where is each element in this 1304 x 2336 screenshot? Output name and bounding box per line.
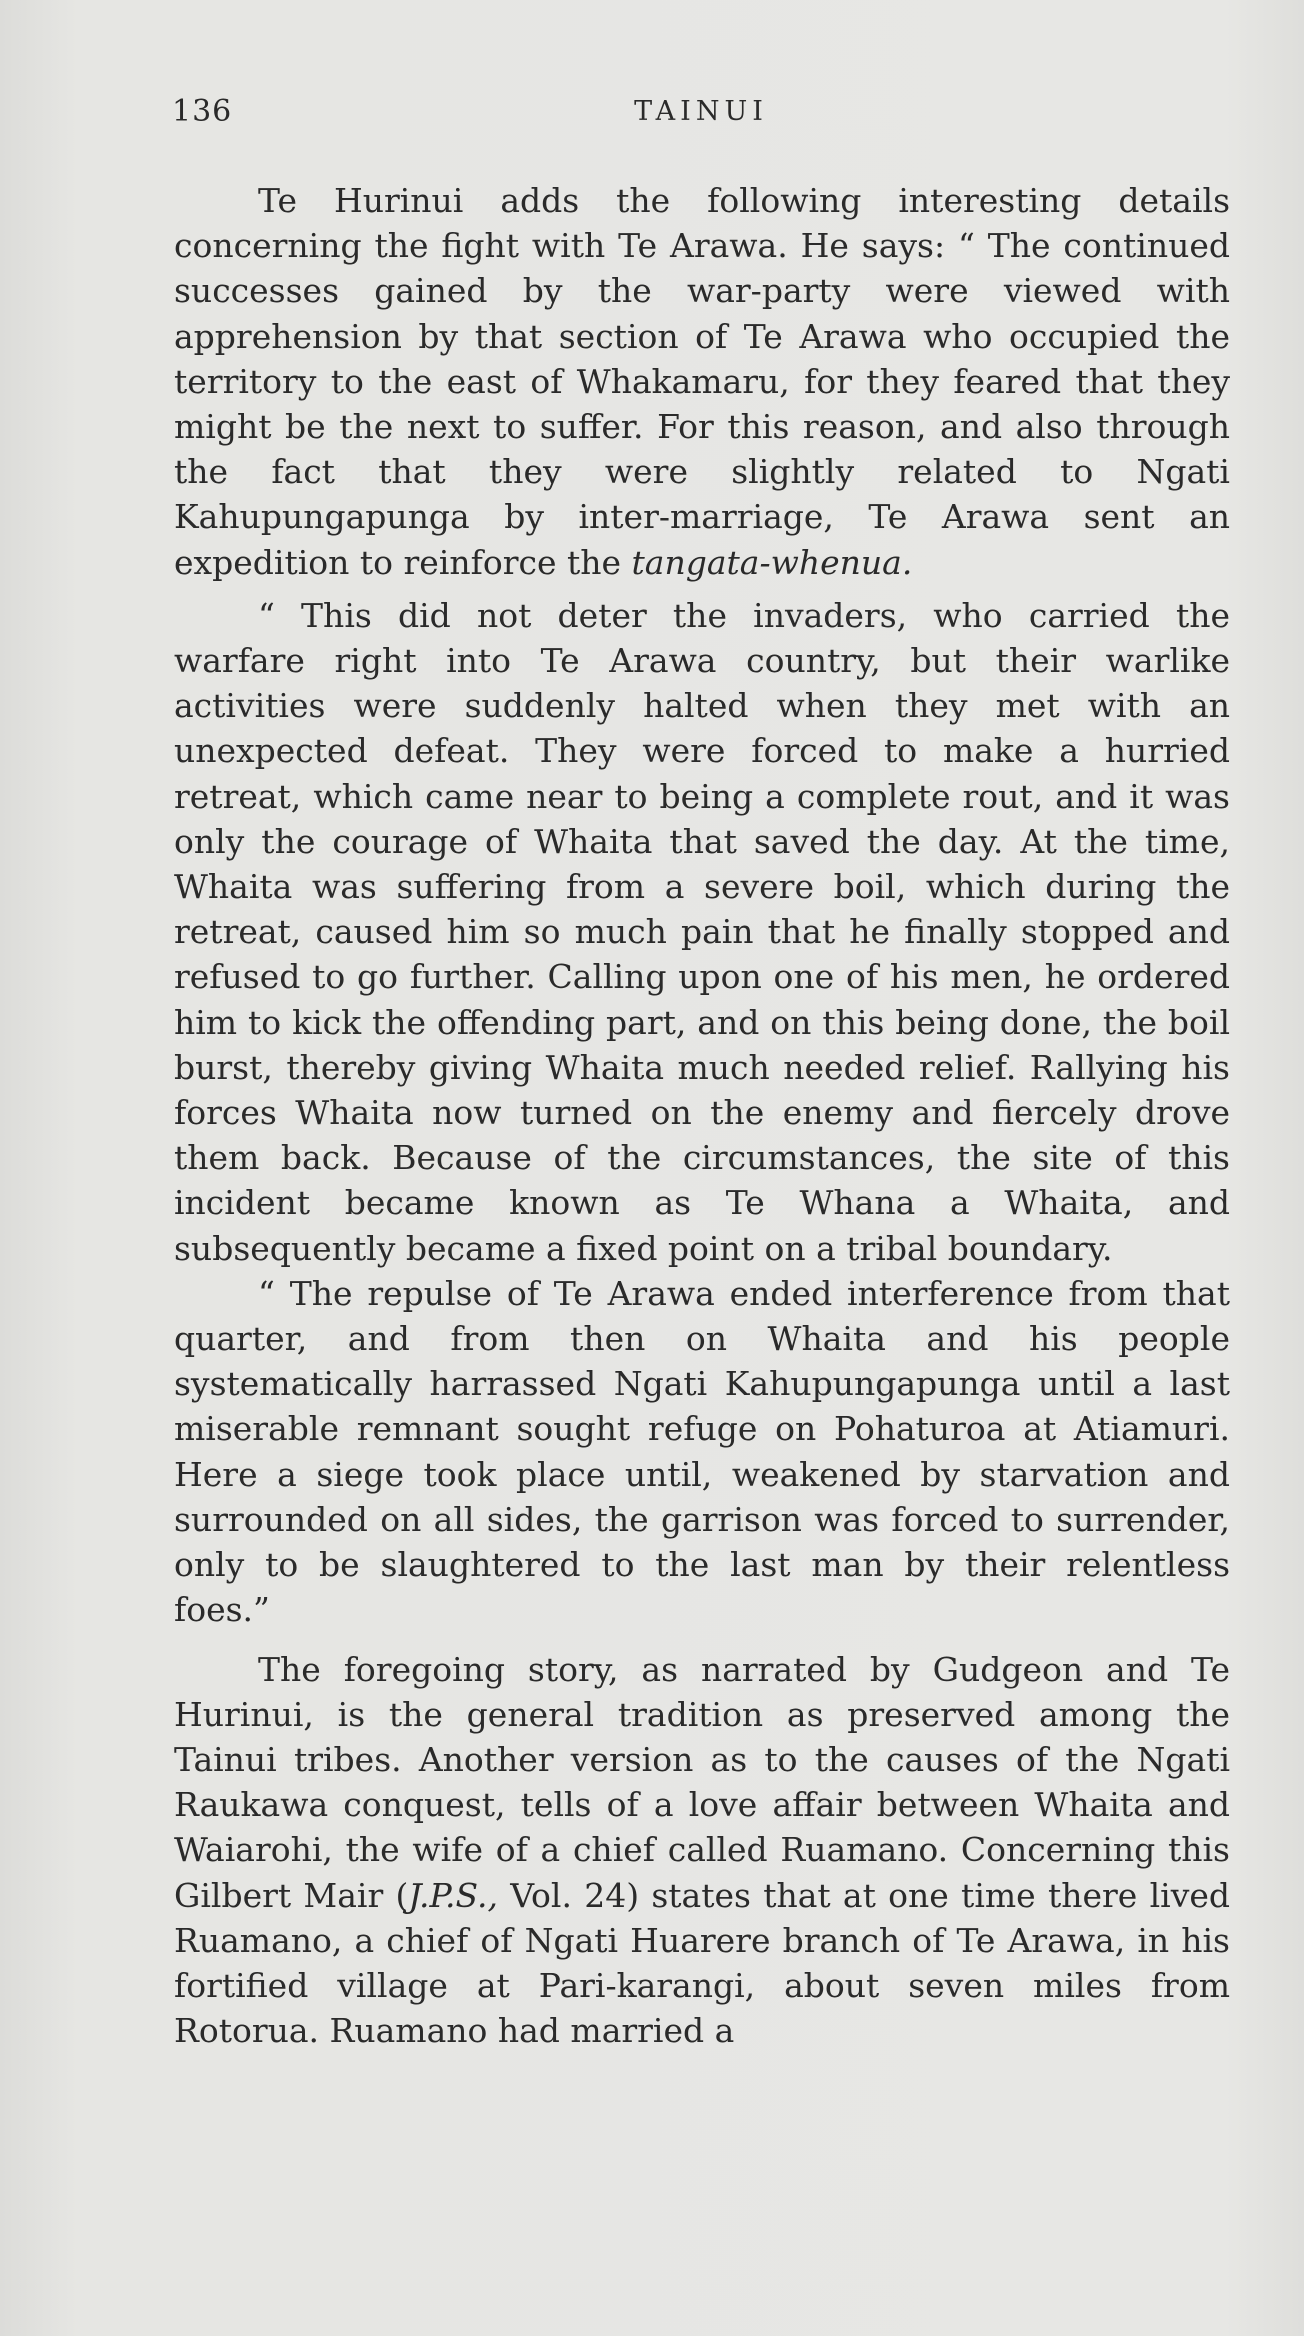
running-title: TAINUI	[634, 96, 768, 127]
italic-run: J.P.S.,	[408, 1875, 498, 1915]
italic-run: tangata-whenua.	[631, 542, 913, 582]
paragraph	[174, 1647, 1230, 2054]
body-text	[174, 178, 1230, 2053]
text-run: “ The repulse of Te Arawa ended interference from that quarter, and from then on Whaita and his people systematically harrassed Ngati Kahupungapunga until a last miserable remnant sought refuge on Pohaturoa at Atiamuri. Here a siege took place until, weakened by starvation and surrounded on all sides, the garrison was forced to surrender, only to be slaughtered to the last man by their relentless foes.”	[174, 1273, 1230, 1630]
text-run: The foregoing story, as narrated by Gudgeon and Te Hurinui, is the general tradition as preserved among the Tainui tribes. Another version as to the causes of the Ngati Raukawa conquest, tells of a love affair between Whaita and Waiarohi, the wife of a chief called Ruamano. Concerning this Gilbert Mair (	[174, 1649, 1230, 1915]
text-run: Te Hurinui adds the following interesting details concerning the fight with Te Arawa. He says: “ The continued successes gained by the war-party were viewed with apprehension by that section of Te Arawa who occupied the territory to the east of Whakamaru, for they feared that they might be the next to suffer. For this reason, and also through the fact that they were slightly related to Ngati Kahupungapunga by inter-marriage, Te Arawa sent an expedition to reinforce the	[174, 181, 1230, 582]
text-run: “ This did not deter the invaders, who carried the warfare right into Te Arawa country, but their warlike activities were suddenly halted when they met with an unexpected defeat. They were forced to make a hurried retreat, which came near to being a complete rout, and it was only the courage of Whaita that saved the day. At the time, Whaita was suffering from a severe boil, which during the retreat, caused him so much pain that he finally stopped and refused to go further. Calling upon one of his men, he ordered him to kick the offending part, and on this being done, the boil burst, thereby giving Whaita much needed relief. Rallying his forces Whaita now turned on the enemy and fiercely drove them back. Because of the circumstances, the site of this incident became known as Te Whana a Whaita, and subsequently became a fixed point on a tribal boundary.	[174, 595, 1230, 1268]
paragraph	[174, 593, 1230, 1271]
running-head	[172, 94, 1230, 134]
paragraph	[174, 178, 1230, 585]
text-run: Vol. 24) states that at one time there lived Ruamano, a chief of Ngati Huarere branch of Te Arawa, in his fortified village at Pari-karangi, about seven miles from Rotorua. Ruamano had married a	[174, 1875, 1230, 2051]
paragraph	[174, 1271, 1230, 1633]
page-number: 136	[172, 94, 233, 129]
